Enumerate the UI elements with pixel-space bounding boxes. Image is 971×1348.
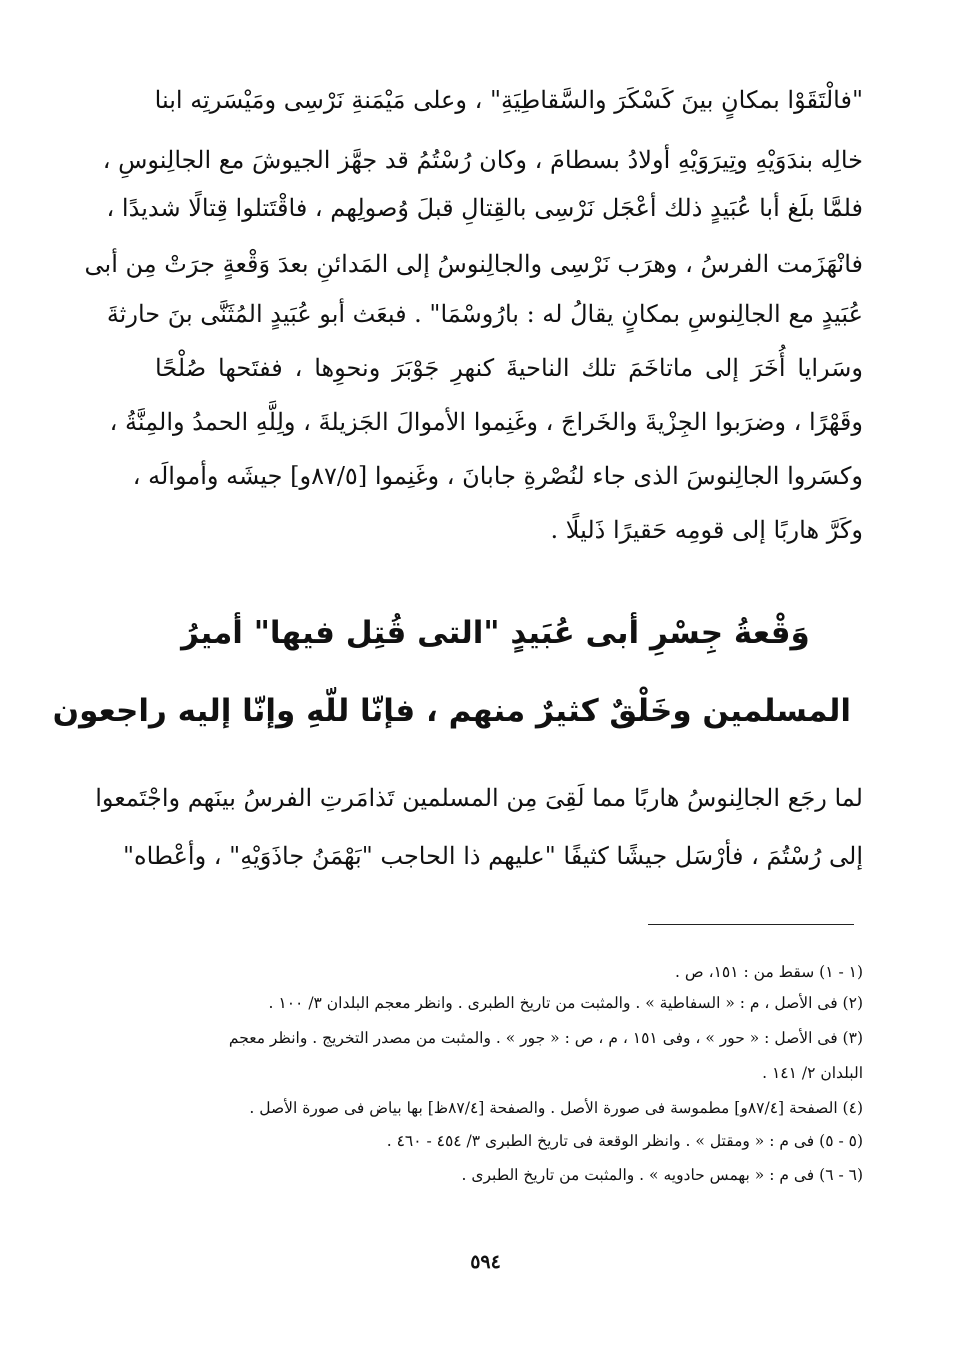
footnote-divider <box>648 924 854 925</box>
text-line: لما رجَع الجالِنوسُ هاربًا مما لَقِىَ مِن المسلمين تَذامَرتِ الفرسُ بينَهم واجْتَمعوا <box>95 784 863 812</box>
text-line: "فالْتَقَوْا بمكانٍ بينَ كَسْكَرَ والسَّقاطِيَةِ" ، وعلى مَيْمَنةِ نَرْسِى ومَيْسَرتِه ابنا <box>154 86 863 114</box>
page-number: ٥٩٤ <box>470 1251 501 1273</box>
footnote: (٥ - ٥) فى م : « ومقتل » . وانظر الوقعة فى تاريخ الطبرى ٣/ ٤٥٤ - ٤٦٠ . <box>386 1132 863 1150</box>
text-line: إلى رُسْتُمَ ، فأرْسَل جيشًا كثيفًا "عليهم ذا الحاجب "بَهْمَنُ جاذَوَيْهِ" ، وأعْطاه" <box>122 842 863 870</box>
footnote: البلدان ٢/ ١٤١ . <box>762 1064 863 1082</box>
text-line: وقَهْرًا ، وضرَبوا الجِزْيةَ والخَراجَ ، وغَنِموا الأموالَ الجَزيلةَ ، ولِلَّهِ الحمدُ والمِنَّةُ ، <box>109 408 863 436</box>
text-line: وكسَروا الجالِنوسَ الذى جاء لنُصْرةِ جابانَ ، وغَنِموا [٨٧/٥و] جيشَه وأموالَه ، <box>132 462 863 490</box>
footnote: (٤) الصفحة [٨٧/٤و] مطموسة فى صورة الأصل . والصفحة [٨٧/٤ظ] بها بياض فى صورة الأصل . <box>249 1099 863 1117</box>
footnote: (٦ - ٦) فى م : « بهمس حادويه » . والمثبت من تاريخ الطبرى . <box>461 1166 863 1184</box>
footnote: (٢) فى الأصل ، م : « السفاطية » . والمثبت من تاريخ الطبرى . وانظر معجم البلدان ٣/ ١٠٠ . <box>268 994 863 1012</box>
footnote: (١ - ١) سقط من : ١٥١، ص . <box>675 963 863 981</box>
text-line: عُبَيدٍ مع الجالِنوسِ بمكانٍ يقالُ له : بارُوسْمَا" . فبعَث أبو عُبَيدٍ المُثَنَّى بنَ حارثةَ <box>106 300 863 328</box>
heading-line: وَقْعةُ جِسْرِ أبى عُبَيدٍ "التى قُتِل فيها" أميرُ <box>181 615 810 651</box>
text-line: فلمَّا بلَغ أبا عُبَيدٍ ذلك أعْجَل نَرْسِى بالقِتالِ قبلَ وُصولِهم ، فاقْتَتلوا قِتالًا شديدًا ، <box>106 194 863 222</box>
footnote: (٣) فى الأصل : « حور » ، وفى ١٥١ ، م ، ص : « جور » . والمثبت من مصدر التخريج . وانظر معجم <box>228 1029 863 1047</box>
text-line: وسَرايا أُخَرَ إلى ماتاخَمَ تلك الناحيةَ كنهرِ جَوْبَرَ ونحوِها ، ففتَحها صُلْحًا <box>155 354 863 382</box>
heading-line: المسلمين وخَلْقٌ كثيرٌ منهم ، فإنّا للّهِ وإنّا إليه راجعون <box>52 693 851 729</box>
text-line: خالِه بندَوَيْهِ وتِيرَوَيْهِ أولادُ بسطامَ ، وكان رُسْتُمُ قد جهَّز الجيوشَ مع الجالِنوسِ ، <box>102 146 863 174</box>
text-line: وكَرَّ هاربًا إلى قومِه حَقيرًا ذَليلًا . <box>550 516 863 544</box>
text-line: فانْهَزَمت الفرسُ ، وهرَب نَرْسِى والجالِنوسُ إلى المَدائنِ بعدَ وَقْعةٍ جرَتْ مِن أبى <box>84 250 863 278</box>
